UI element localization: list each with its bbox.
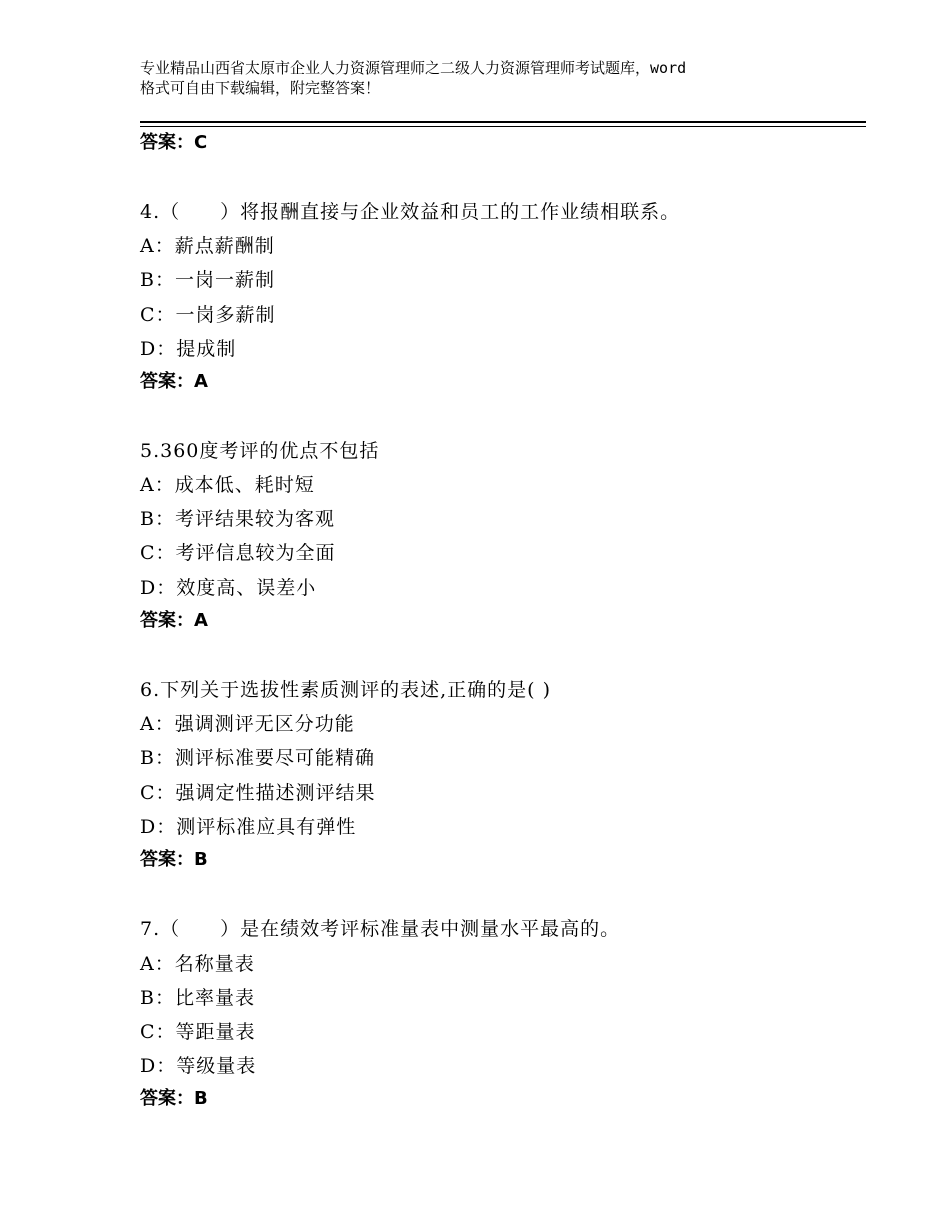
option-b: B：测评标准要尽可能精确 — [140, 747, 375, 769]
answer-line: 答案：B — [140, 1088, 208, 1109]
answer-line: 答案：A — [140, 371, 208, 392]
answer-line: 答案：B — [140, 849, 208, 870]
answer-line: 答案：A — [140, 610, 208, 631]
option-d: D：测评标准应具有弹性 — [140, 816, 357, 838]
question-stem: 7.（ ）是在绩效考评标准量表中测量水平最高的。 — [140, 918, 621, 940]
option-b: B：比率量表 — [140, 987, 255, 1009]
question-stem: 4.（ ）将报酬直接与企业效益和员工的工作业绩相联系。 — [140, 201, 681, 223]
option-d: D：提成制 — [140, 338, 237, 360]
document-header — [140, 58, 840, 98]
option-d: D：效度高、误差小 — [140, 577, 317, 599]
header-line-1: 专业精品山西省太原市企业人力资源管理师之二级人力资源管理师考试题库，word — [140, 59, 687, 77]
header-line-2: 格式可自由下载编辑，附完整答案！ — [140, 79, 381, 97]
option-a: A：成本低、耗时短 — [140, 474, 315, 496]
option-c: C：等距量表 — [140, 1021, 256, 1043]
option-a: A：名称量表 — [140, 953, 255, 975]
option-b: B：考评结果较为客观 — [140, 508, 335, 530]
header-divider-thick — [140, 121, 866, 123]
answer-line: 答案：C — [140, 132, 208, 153]
option-c: C：考评信息较为全面 — [140, 542, 336, 564]
question-stem: 5.360度考评的优点不包括 — [140, 440, 380, 462]
option-c: C：强调定性描述测评结果 — [140, 782, 376, 804]
option-a: A：强调测评无区分功能 — [140, 713, 355, 735]
header-divider-thin — [140, 126, 866, 127]
option-a: A：薪点薪酬制 — [140, 235, 275, 257]
option-b: B：一岗一薪制 — [140, 269, 275, 291]
option-c: C：一岗多薪制 — [140, 304, 276, 326]
option-d: D：等级量表 — [140, 1055, 257, 1077]
question-stem: 6.下列关于选拔性素质测评的表述,正确的是( ) — [140, 679, 552, 701]
